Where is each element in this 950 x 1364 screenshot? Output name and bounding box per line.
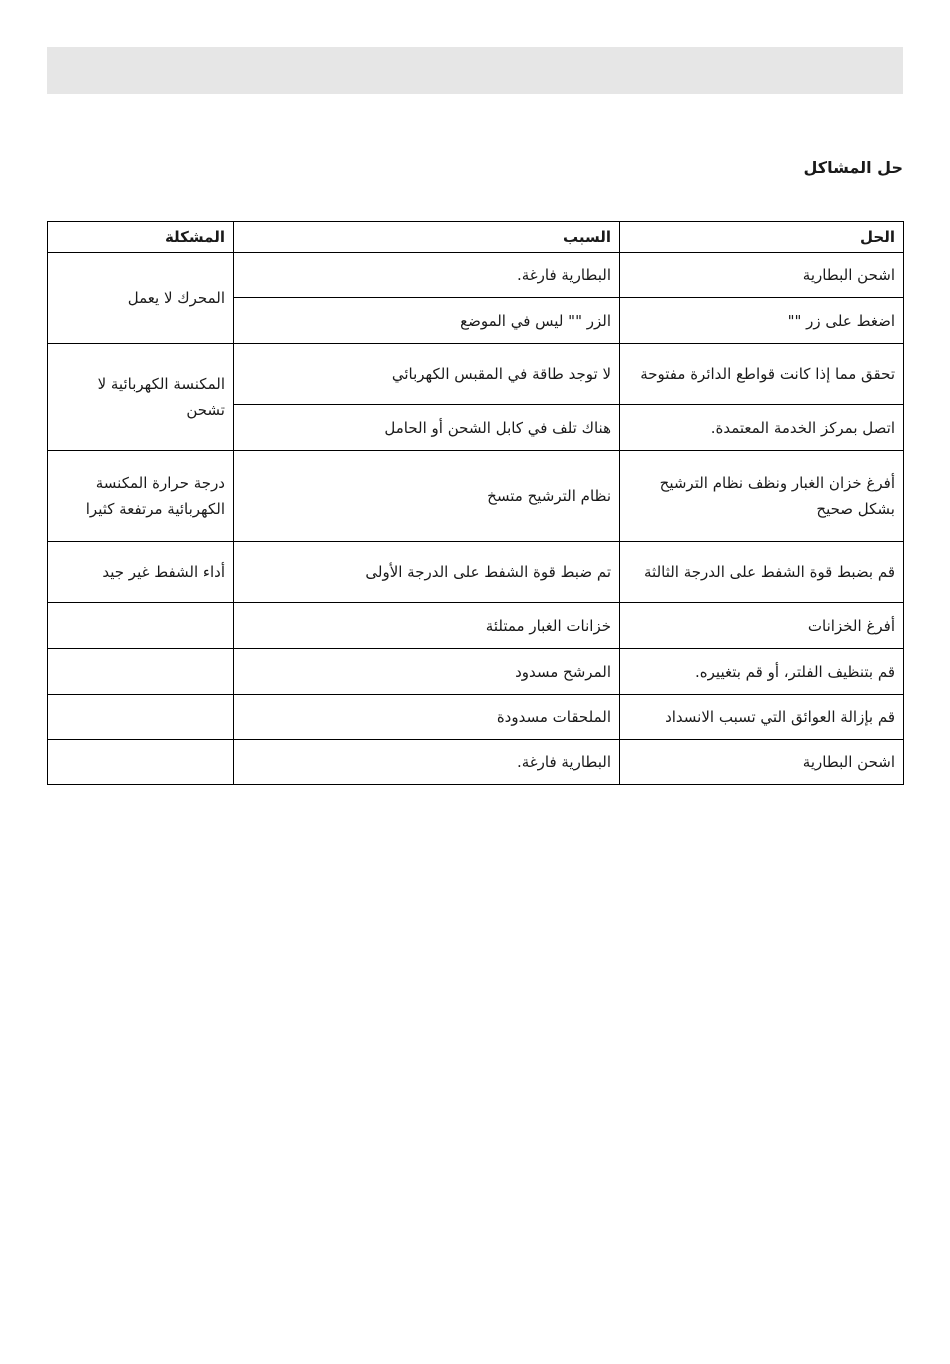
table-row [48,695,904,740]
table-row [48,344,904,405]
problem-cell [48,603,234,649]
solution-cell: قم بتنظيف الفلتر، أو قم بتغييره. [620,649,904,695]
table-row [48,451,904,542]
table-row [48,649,904,695]
cause-cell: الملحقات مسدودة [234,695,620,740]
table-row [48,253,904,298]
solution-cell: قم بضبط قوة الشفط على الدرجة الثالثة [620,542,904,603]
cause-cell: لا توجد طاقة في المقبس الكهربائي [234,344,620,405]
cause-cell: البطارية فارغة. [234,253,620,298]
problem-cell: درجة حرارة المكنسة الكهربائية مرتفعة كثيرا [48,451,234,542]
header-solution: الحل [620,222,904,253]
header-cause: السبب [234,222,620,253]
problem-cell [48,649,234,695]
problem-cell: المكنسة الكهربائية لا تشحن [48,344,234,451]
troubleshooting-table [47,221,904,785]
solution-cell: اشحن البطارية [620,253,904,298]
cause-cell: الزر "" ليس في الموضع [234,298,620,344]
header-problem: المشكلة [48,222,234,253]
solution-cell: اشحن البطارية [620,740,904,785]
header-bar [47,47,903,94]
cause-cell: المرشح مسدود [234,649,620,695]
section-title: حل المشاكل [803,158,903,177]
table-header-row [48,222,904,253]
problem-cell [48,740,234,785]
table-row [48,740,904,785]
cause-cell: هناك تلف في كابل الشحن أو الحامل [234,405,620,451]
solution-cell: أفرغ خزان الغبار ونظف نظام الترشيح بشكل صحيح [620,451,904,542]
cause-cell: خزانات الغبار ممتلئة [234,603,620,649]
solution-cell: قم بإزالة العوائق التي تسبب الانسداد [620,695,904,740]
solution-cell: اضغط على زر "" [620,298,904,344]
solution-cell: اتصل بمركز الخدمة المعتمدة. [620,405,904,451]
cause-cell: نظام الترشيح متسخ [234,451,620,542]
cause-cell: تم ضبط قوة الشفط على الدرجة الأولى [234,542,620,603]
table-row [48,542,904,603]
table-row [48,603,904,649]
solution-cell: تحقق مما إذا كانت قواطع الدائرة مفتوحة [620,344,904,405]
cause-cell: البطارية فارغة. [234,740,620,785]
problem-cell [48,695,234,740]
problem-cell: المحرك لا يعمل [48,253,234,344]
solution-cell: أفرغ الخزانات [620,603,904,649]
problem-cell: أداء الشفط غير جيد [48,542,234,603]
